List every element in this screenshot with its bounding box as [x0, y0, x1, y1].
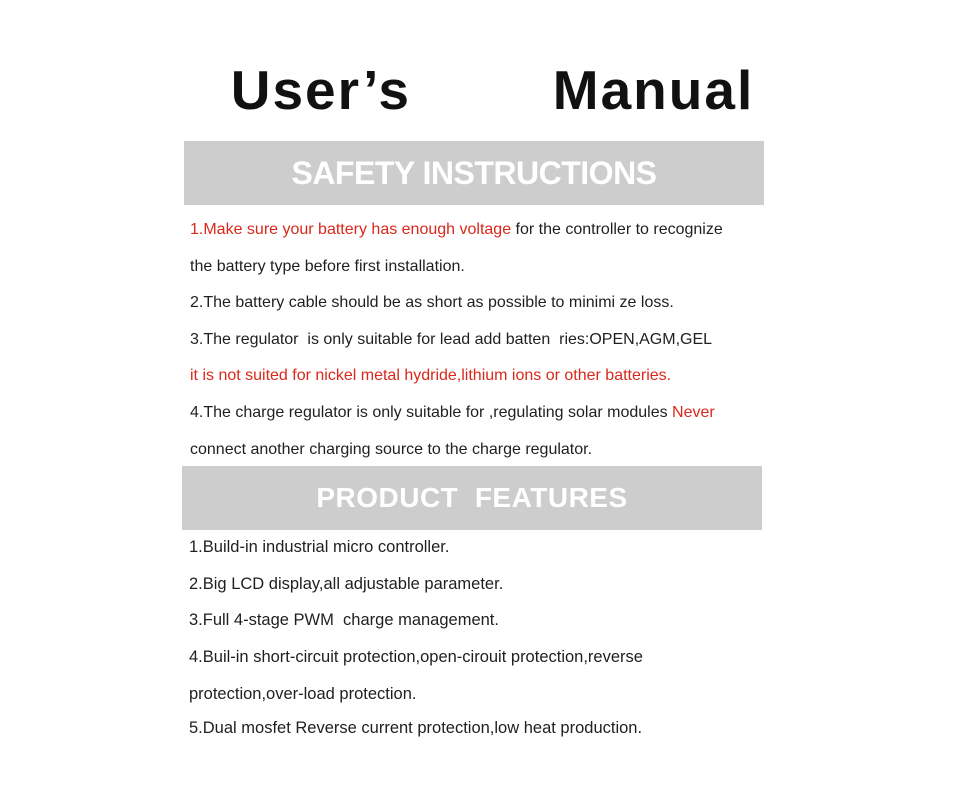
- safety-line-4-text: 3.The regulator is only suitable for lead add batten ries:OPEN,AGM,GEL: [190, 331, 713, 348]
- document-title: User’s Manual: [230, 59, 755, 121]
- safety-line-6: [190, 403, 715, 423]
- product-features-banner: [182, 466, 762, 530]
- safety-line-1-highlight: 1.Make sure your battery has enough voltage: [190, 221, 512, 238]
- safety-line-7-text: connect another charging source to the charge regulator.: [190, 441, 593, 458]
- safety-line-1: [190, 220, 723, 240]
- feature-line-1: 1.Build-in industrial micro controller.: [189, 538, 450, 556]
- safety-line-2: [190, 257, 465, 277]
- feature-line-3: 3.Full 4-stage PWM charge management.: [189, 611, 499, 629]
- feature-line-6: 5.Dual mosfet Reverse current protection,low heat production.: [189, 719, 643, 737]
- safety-instructions-banner: [184, 141, 764, 205]
- product-features-heading: PRODUCT FEATURES: [316, 482, 628, 513]
- safety-line-1-text: for the controller to recognize: [511, 221, 723, 238]
- safety-line-7: [190, 440, 592, 460]
- safety-instructions-heading: SAFETY INSTRUCTIONS: [291, 154, 657, 191]
- safety-line-4: [190, 330, 712, 350]
- safety-line-6-text: 4.The charge regulator is only suitable for ,regulating solar modules: [190, 404, 673, 421]
- safety-line-5: [190, 366, 671, 386]
- feature-line-5: protection,over-load protection.: [189, 685, 417, 703]
- safety-line-5-highlight: it is not suited for nickel metal hydride,lithium ions or other batteries.: [190, 367, 672, 384]
- safety-line-3-text: 2.The battery cable should be as short as possible to minimi ze loss.: [190, 294, 674, 311]
- safety-line-2-text: the battery type before first installation.: [190, 258, 465, 275]
- feature-line-2: 2.Big LCD display,all adjustable parameter.: [189, 575, 504, 593]
- safety-line-3: [190, 293, 674, 313]
- safety-line-6-highlight: Never: [672, 404, 715, 421]
- feature-line-4: 4.Buil-in short-circuit protection,open-cirouit protection,reverse: [189, 648, 643, 666]
